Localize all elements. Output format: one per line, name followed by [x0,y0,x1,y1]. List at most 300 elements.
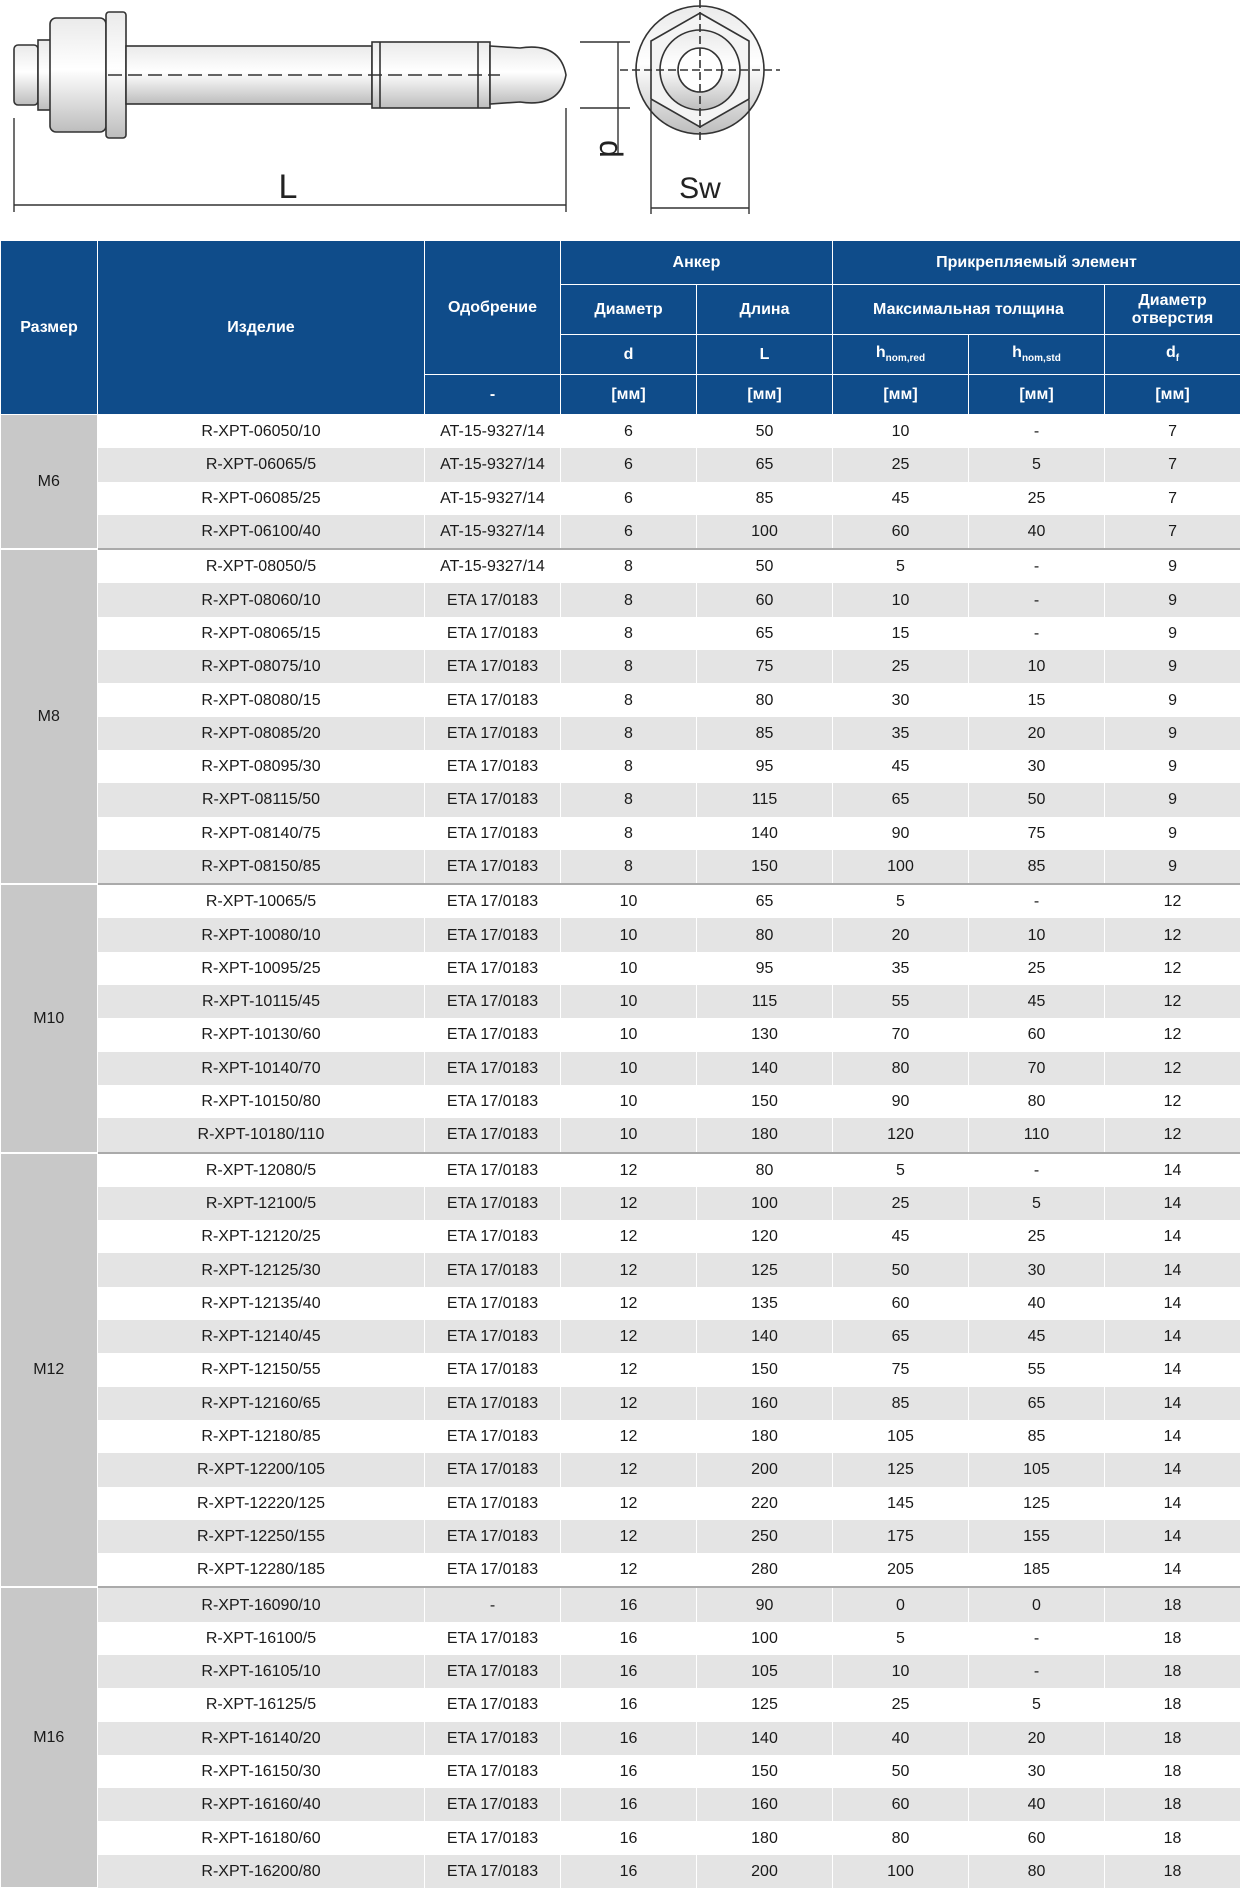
hole-diameter-cell: 14 [1105,1453,1240,1486]
approval-cell: ETA 17/0183 [425,1788,561,1821]
anchor-diameter-cell: 10 [561,985,697,1018]
product-code-cell: R-XPT-10180/110 [98,1118,425,1152]
table-row [1,1320,1240,1353]
anchor-length-cell: 80 [697,683,833,716]
thickness-red-cell: 80 [833,1052,969,1085]
thickness-red-cell: 5 [833,884,969,918]
product-code-cell: R-XPT-12200/105 [98,1453,425,1486]
thickness-red-cell: 90 [833,817,969,850]
product-code-cell: R-XPT-16090/10 [98,1587,425,1621]
anchor-diameter-cell: 8 [561,617,697,650]
anchor-diameter-cell: 6 [561,515,697,549]
header-anchor: Анкер [561,241,833,285]
anchor-diameter-cell: 16 [561,1788,697,1821]
anchor-diameter-cell: 16 [561,1755,697,1788]
anchor-length-cell: 140 [697,817,833,850]
thickness-std-cell: 5 [969,448,1105,481]
anchor-diameter-cell: 12 [561,1153,697,1187]
length-label: L [279,168,298,206]
product-code-cell: R-XPT-16160/40 [98,1788,425,1821]
approval-cell: AT-15-9327/14 [425,482,561,515]
approval-cell: ETA 17/0183 [425,1220,561,1253]
approval-cell: ETA 17/0183 [425,1118,561,1152]
header-approval: Одобрение [425,241,561,375]
anchor-length-cell: 135 [697,1287,833,1320]
thickness-std-cell: 5 [969,1187,1105,1220]
thickness-std-cell: 40 [969,1788,1105,1821]
product-code-cell: R-XPT-12140/45 [98,1320,425,1353]
approval-cell: ETA 17/0183 [425,1821,561,1854]
thickness-red-cell: 45 [833,750,969,783]
thickness-red-cell: 25 [833,1187,969,1220]
anchor-length-cell: 120 [697,1220,833,1253]
header-symbol-df: $d_f$ [1105,335,1240,375]
thickness-red-cell: 105 [833,1420,969,1453]
thickness-red-cell: 30 [833,683,969,716]
approval-cell: AT-15-9327/14 [425,415,561,449]
hole-diameter-cell: 12 [1105,1052,1240,1085]
anchor-length-cell: 150 [697,1755,833,1788]
hole-diameter-cell: 18 [1105,1821,1240,1854]
header-symbol-h-std: $h_{nom,std}$ [969,335,1105,375]
anchor-diameter-cell: 16 [561,1587,697,1621]
thickness-red-cell: 65 [833,1320,969,1353]
anchor-diameter-cell: 12 [561,1253,697,1286]
anchor-length-cell: 125 [697,1688,833,1721]
thickness-red-cell: 10 [833,1655,969,1688]
thickness-red-cell: 5 [833,1153,969,1187]
product-code-cell: R-XPT-06065/5 [98,448,425,481]
anchor-diameter-cell: 16 [561,1688,697,1721]
table-row [1,918,1240,951]
product-code-cell: R-XPT-16125/5 [98,1688,425,1721]
hole-diameter-cell: 14 [1105,1520,1240,1553]
anchor-end-view [620,0,780,140]
approval-cell: - [425,1587,561,1621]
thickness-red-cell: 0 [833,1587,969,1621]
product-code-cell: R-XPT-12160/65 [98,1387,425,1420]
anchor-diameter-cell: 10 [561,884,697,918]
anchor-length-cell: 100 [697,515,833,549]
table-row [1,1387,1240,1420]
anchor-length-cell: 200 [697,1453,833,1486]
thickness-red-cell: 50 [833,1755,969,1788]
approval-cell: AT-15-9327/14 [425,448,561,481]
product-code-cell: R-XPT-10080/10 [98,918,425,951]
anchor-side-view [14,12,566,138]
table-row [1,549,1240,583]
anchor-diameter-cell: 8 [561,750,697,783]
thickness-red-cell: 60 [833,1788,969,1821]
thickness-std-cell: 5 [969,1688,1105,1721]
thickness-std-cell: 70 [969,1052,1105,1085]
thickness-red-cell: 70 [833,1018,969,1051]
hole-diameter-cell: 18 [1105,1788,1240,1821]
anchor-length-cell: 280 [697,1553,833,1587]
approval-cell: ETA 17/0183 [425,1655,561,1688]
anchor-diameter-cell: 16 [561,1655,697,1688]
thickness-std-cell: 40 [969,515,1105,549]
hole-diameter-cell: 9 [1105,817,1240,850]
thickness-std-cell: 30 [969,750,1105,783]
size-cell: M8 [1,549,98,884]
approval-cell: ETA 17/0183 [425,850,561,884]
hole-diameter-cell: 14 [1105,1187,1240,1220]
anchor-diameter-cell: 16 [561,1722,697,1755]
thickness-std-cell: 45 [969,1320,1105,1353]
approval-cell: ETA 17/0183 [425,1520,561,1553]
approval-cell: ETA 17/0183 [425,617,561,650]
hole-diameter-cell: 14 [1105,1220,1240,1253]
anchor-diameter-cell: 6 [561,415,697,449]
thickness-std-cell: 85 [969,850,1105,884]
thickness-std-cell: 125 [969,1487,1105,1520]
hole-diameter-cell: 18 [1105,1722,1240,1755]
anchor-diameter-cell: 10 [561,952,697,985]
anchor-diameter-cell: 12 [561,1320,697,1353]
anchor-diameter-cell: 8 [561,850,697,884]
thickness-std-cell: 50 [969,783,1105,816]
header-attached-element: Прикрепляемый элемент [833,241,1240,285]
approval-cell: ETA 17/0183 [425,952,561,985]
anchor-length-cell: 100 [697,1622,833,1655]
product-code-cell: R-XPT-12250/155 [98,1520,425,1553]
thickness-red-cell: 35 [833,952,969,985]
thickness-red-cell: 45 [833,1220,969,1253]
thickness-std-cell: - [969,549,1105,583]
thickness-red-cell: 145 [833,1487,969,1520]
anchor-diameter-cell: 12 [561,1453,697,1486]
product-code-cell: R-XPT-10130/60 [98,1018,425,1051]
table-row [1,1420,1240,1453]
anchor-length-cell: 150 [697,1353,833,1386]
anchor-length-cell: 130 [697,1018,833,1051]
anchor-length-cell: 125 [697,1253,833,1286]
hole-diameter-cell: 7 [1105,415,1240,449]
thickness-red-cell: 40 [833,1722,969,1755]
thickness-std-cell: 40 [969,1287,1105,1320]
hole-diameter-cell: 12 [1105,985,1240,1018]
product-code-cell: R-XPT-08080/15 [98,683,425,716]
thickness-std-cell: 30 [969,1755,1105,1788]
thickness-std-cell: 25 [969,1220,1105,1253]
hole-diameter-cell: 18 [1105,1688,1240,1721]
thickness-std-cell: - [969,884,1105,918]
hole-diameter-cell: 18 [1105,1655,1240,1688]
thickness-std-cell: 25 [969,482,1105,515]
anchor-length-cell: 50 [697,415,833,449]
anchor-diameter-cell: 10 [561,1018,697,1051]
thickness-red-cell: 80 [833,1821,969,1854]
anchor-length-cell: 95 [697,952,833,985]
anchor-length-cell: 75 [697,650,833,683]
hole-diameter-cell: 14 [1105,1320,1240,1353]
table-row [1,952,1240,985]
hole-diameter-cell: 12 [1105,952,1240,985]
thickness-std-cell: 105 [969,1453,1105,1486]
header-size: Размер [1,241,98,415]
product-code-cell: R-XPT-16180/60 [98,1821,425,1854]
thickness-std-cell: 80 [969,1085,1105,1118]
anchor-length-cell: 80 [697,1153,833,1187]
hole-diameter-cell: 12 [1105,1085,1240,1118]
table-row [1,1287,1240,1320]
table-row [1,1688,1240,1721]
thickness-std-cell: 80 [969,1855,1105,1888]
hole-diameter-cell: 12 [1105,884,1240,918]
hole-diameter-cell: 9 [1105,617,1240,650]
table-row [1,1553,1240,1587]
thickness-red-cell: 45 [833,482,969,515]
product-code-cell: R-XPT-12180/85 [98,1420,425,1453]
anchor-diameter-cell: 12 [561,1387,697,1420]
approval-cell: ETA 17/0183 [425,884,561,918]
anchor-length-cell: 95 [697,750,833,783]
product-code-cell: R-XPT-06085/25 [98,482,425,515]
hole-diameter-cell: 9 [1105,783,1240,816]
hole-diameter-cell: 9 [1105,750,1240,783]
size-cell: M16 [1,1587,98,1888]
table-row [1,683,1240,716]
thickness-std-cell: 75 [969,817,1105,850]
hole-diameter-cell: 14 [1105,1420,1240,1453]
hole-diameter-cell: 14 [1105,1153,1240,1187]
table-row [1,750,1240,783]
hole-diameter-cell: 9 [1105,650,1240,683]
hole-diameter-cell: 9 [1105,850,1240,884]
anchor-diameter-cell: 12 [561,1353,697,1386]
anchor-diameter-cell: 8 [561,783,697,816]
thickness-std-cell: 60 [969,1821,1105,1854]
table-row [1,1622,1240,1655]
header-symbol-d: d [561,335,697,375]
anchor-diameter-cell: 8 [561,717,697,750]
table-row [1,1788,1240,1821]
approval-cell: ETA 17/0183 [425,1018,561,1051]
thickness-std-cell: 25 [969,952,1105,985]
approval-cell: ETA 17/0183 [425,1420,561,1453]
approval-cell: ETA 17/0183 [425,1453,561,1486]
thickness-std-cell: - [969,1655,1105,1688]
thickness-std-cell: - [969,617,1105,650]
anchor-length-cell: 85 [697,482,833,515]
product-code-cell: R-XPT-08060/10 [98,583,425,616]
thickness-red-cell: 20 [833,918,969,951]
approval-cell: AT-15-9327/14 [425,549,561,583]
hole-diameter-cell: 12 [1105,1018,1240,1051]
anchor-length-cell: 150 [697,850,833,884]
anchor-length-cell: 220 [697,1487,833,1520]
approval-cell: ETA 17/0183 [425,1855,561,1888]
table-row [1,1220,1240,1253]
thickness-std-cell: 10 [969,918,1105,951]
hole-diameter-cell: 12 [1105,918,1240,951]
thickness-std-cell: 20 [969,717,1105,750]
thickness-red-cell: 10 [833,583,969,616]
anchor-length-cell: 160 [697,1387,833,1420]
anchor-diameter-cell: 6 [561,482,697,515]
product-code-cell: R-XPT-12280/185 [98,1553,425,1587]
product-code-cell: R-XPT-08075/10 [98,650,425,683]
anchor-length-cell: 65 [697,884,833,918]
anchor-diameter-cell: 12 [561,1520,697,1553]
table-row [1,1153,1240,1187]
anchor-diameter-cell: 10 [561,1118,697,1152]
product-code-cell: R-XPT-16105/10 [98,1655,425,1688]
hole-diameter-cell: 14 [1105,1487,1240,1520]
thickness-std-cell: 155 [969,1520,1105,1553]
hole-diameter-cell: 9 [1105,683,1240,716]
anchor-length-cell: 115 [697,985,833,1018]
anchor-length-cell: 105 [697,1655,833,1688]
product-code-cell: R-XPT-16100/5 [98,1622,425,1655]
size-cell: M10 [1,884,98,1152]
table-row [1,1722,1240,1755]
thickness-std-cell: 15 [969,683,1105,716]
approval-cell: ETA 17/0183 [425,750,561,783]
anchor-diameter-cell: 8 [561,583,697,616]
approval-cell: ETA 17/0183 [425,817,561,850]
product-code-cell: R-XPT-12100/5 [98,1187,425,1220]
hole-diameter-cell: 7 [1105,448,1240,481]
anchor-diameter-cell: 12 [561,1487,697,1520]
hole-diameter-cell: 9 [1105,549,1240,583]
thickness-red-cell: 120 [833,1118,969,1152]
thickness-red-cell: 175 [833,1520,969,1553]
anchor-diameter-cell: 12 [561,1187,697,1220]
hole-diameter-cell: 7 [1105,482,1240,515]
anchor-diameter-cell: 10 [561,918,697,951]
header-unit-d: [мм] [561,375,697,415]
thickness-red-cell: 60 [833,515,969,549]
hole-diameter-cell: 18 [1105,1587,1240,1621]
product-code-cell: R-XPT-12120/25 [98,1220,425,1253]
header-unit-h-std: [мм] [969,375,1105,415]
anchor-length-cell: 140 [697,1052,833,1085]
hole-diameter-cell: 14 [1105,1553,1240,1587]
table-row [1,1755,1240,1788]
approval-cell: ETA 17/0183 [425,1755,561,1788]
hole-diameter-cell: 12 [1105,1118,1240,1152]
product-code-cell: R-XPT-12135/40 [98,1287,425,1320]
table-row [1,1520,1240,1553]
approval-cell: AT-15-9327/14 [425,515,561,549]
thickness-red-cell: 100 [833,850,969,884]
anchor-length-cell: 85 [697,717,833,750]
product-code-cell: R-XPT-10115/45 [98,985,425,1018]
thickness-std-cell: 85 [969,1420,1105,1453]
anchor-length-cell: 180 [697,1420,833,1453]
hole-diameter-cell: 9 [1105,583,1240,616]
anchor-diameter-cell: 16 [561,1821,697,1854]
thickness-std-cell: - [969,415,1105,449]
thickness-red-cell: 55 [833,985,969,1018]
approval-cell: ETA 17/0183 [425,1487,561,1520]
table-header [1,241,1240,415]
approval-cell: ETA 17/0183 [425,1153,561,1187]
table-row [1,482,1240,515]
anchor-length-cell: 60 [697,583,833,616]
table-row [1,1855,1240,1888]
anchor-length-cell: 160 [697,1788,833,1821]
thickness-red-cell: 85 [833,1387,969,1420]
approval-cell: ETA 17/0183 [425,1622,561,1655]
header-unit-h-red: [мм] [833,375,969,415]
approval-cell: ETA 17/0183 [425,985,561,1018]
anchor-length-cell: 65 [697,448,833,481]
approval-cell: ETA 17/0183 [425,918,561,951]
anchor-length-cell: 65 [697,617,833,650]
product-code-cell: R-XPT-12080/5 [98,1153,425,1187]
thickness-red-cell: 15 [833,617,969,650]
size-cell: M12 [1,1153,98,1588]
table-row [1,1253,1240,1286]
product-code-cell: R-XPT-12150/55 [98,1353,425,1386]
product-code-cell: R-XPT-10095/25 [98,952,425,985]
table-row [1,617,1240,650]
thickness-std-cell: - [969,1622,1105,1655]
hole-diameter-cell: 18 [1105,1755,1240,1788]
product-code-cell: R-XPT-08095/30 [98,750,425,783]
thickness-red-cell: 25 [833,448,969,481]
thickness-std-cell: - [969,1153,1105,1187]
table-row [1,817,1240,850]
anchor-diameter-cell: 10 [561,1052,697,1085]
table-row [1,1487,1240,1520]
diameter-label: d [593,140,629,158]
thickness-std-cell: 110 [969,1118,1105,1152]
header-unit-approval: - [425,375,561,415]
header-symbol-L: L [697,335,833,375]
thickness-red-cell: 205 [833,1553,969,1587]
table-row [1,1353,1240,1386]
thickness-std-cell: 10 [969,650,1105,683]
anchor-length-cell: 140 [697,1722,833,1755]
table-row [1,1018,1240,1051]
anchor-length-cell: 50 [697,549,833,583]
anchor-diameter-cell: 10 [561,1085,697,1118]
header-length: Длина [697,285,833,335]
thickness-red-cell: 25 [833,650,969,683]
approval-cell: ETA 17/0183 [425,650,561,683]
thickness-std-cell: 185 [969,1553,1105,1587]
header-symbol-h-red: $h_{nom,red}$ [833,335,969,375]
hole-diameter-cell: 9 [1105,717,1240,750]
product-code-cell: R-XPT-16140/20 [98,1722,425,1755]
hole-diameter-cell: 18 [1105,1622,1240,1655]
table-row [1,1085,1240,1118]
table-row [1,515,1240,549]
header-unit-df: [мм] [1105,375,1240,415]
diameter-dimension [580,42,630,155]
anchor-diameter-cell: 12 [561,1420,697,1453]
thickness-red-cell: 35 [833,717,969,750]
anchor-diameter-cell: 12 [561,1553,697,1587]
product-code-cell: R-XPT-12125/30 [98,1253,425,1286]
hole-diameter-cell: 14 [1105,1353,1240,1386]
thickness-std-cell: 0 [969,1587,1105,1621]
anchor-specification-table [0,240,1240,1889]
anchor-length-cell: 250 [697,1520,833,1553]
product-code-cell: R-XPT-06100/40 [98,515,425,549]
approval-cell: ETA 17/0183 [425,1387,561,1420]
table-row [1,448,1240,481]
anchor-diameter-cell: 6 [561,448,697,481]
approval-cell: ETA 17/0183 [425,1253,561,1286]
approval-cell: ETA 17/0183 [425,717,561,750]
product-code-cell: R-XPT-08085/20 [98,717,425,750]
table-row [1,850,1240,884]
